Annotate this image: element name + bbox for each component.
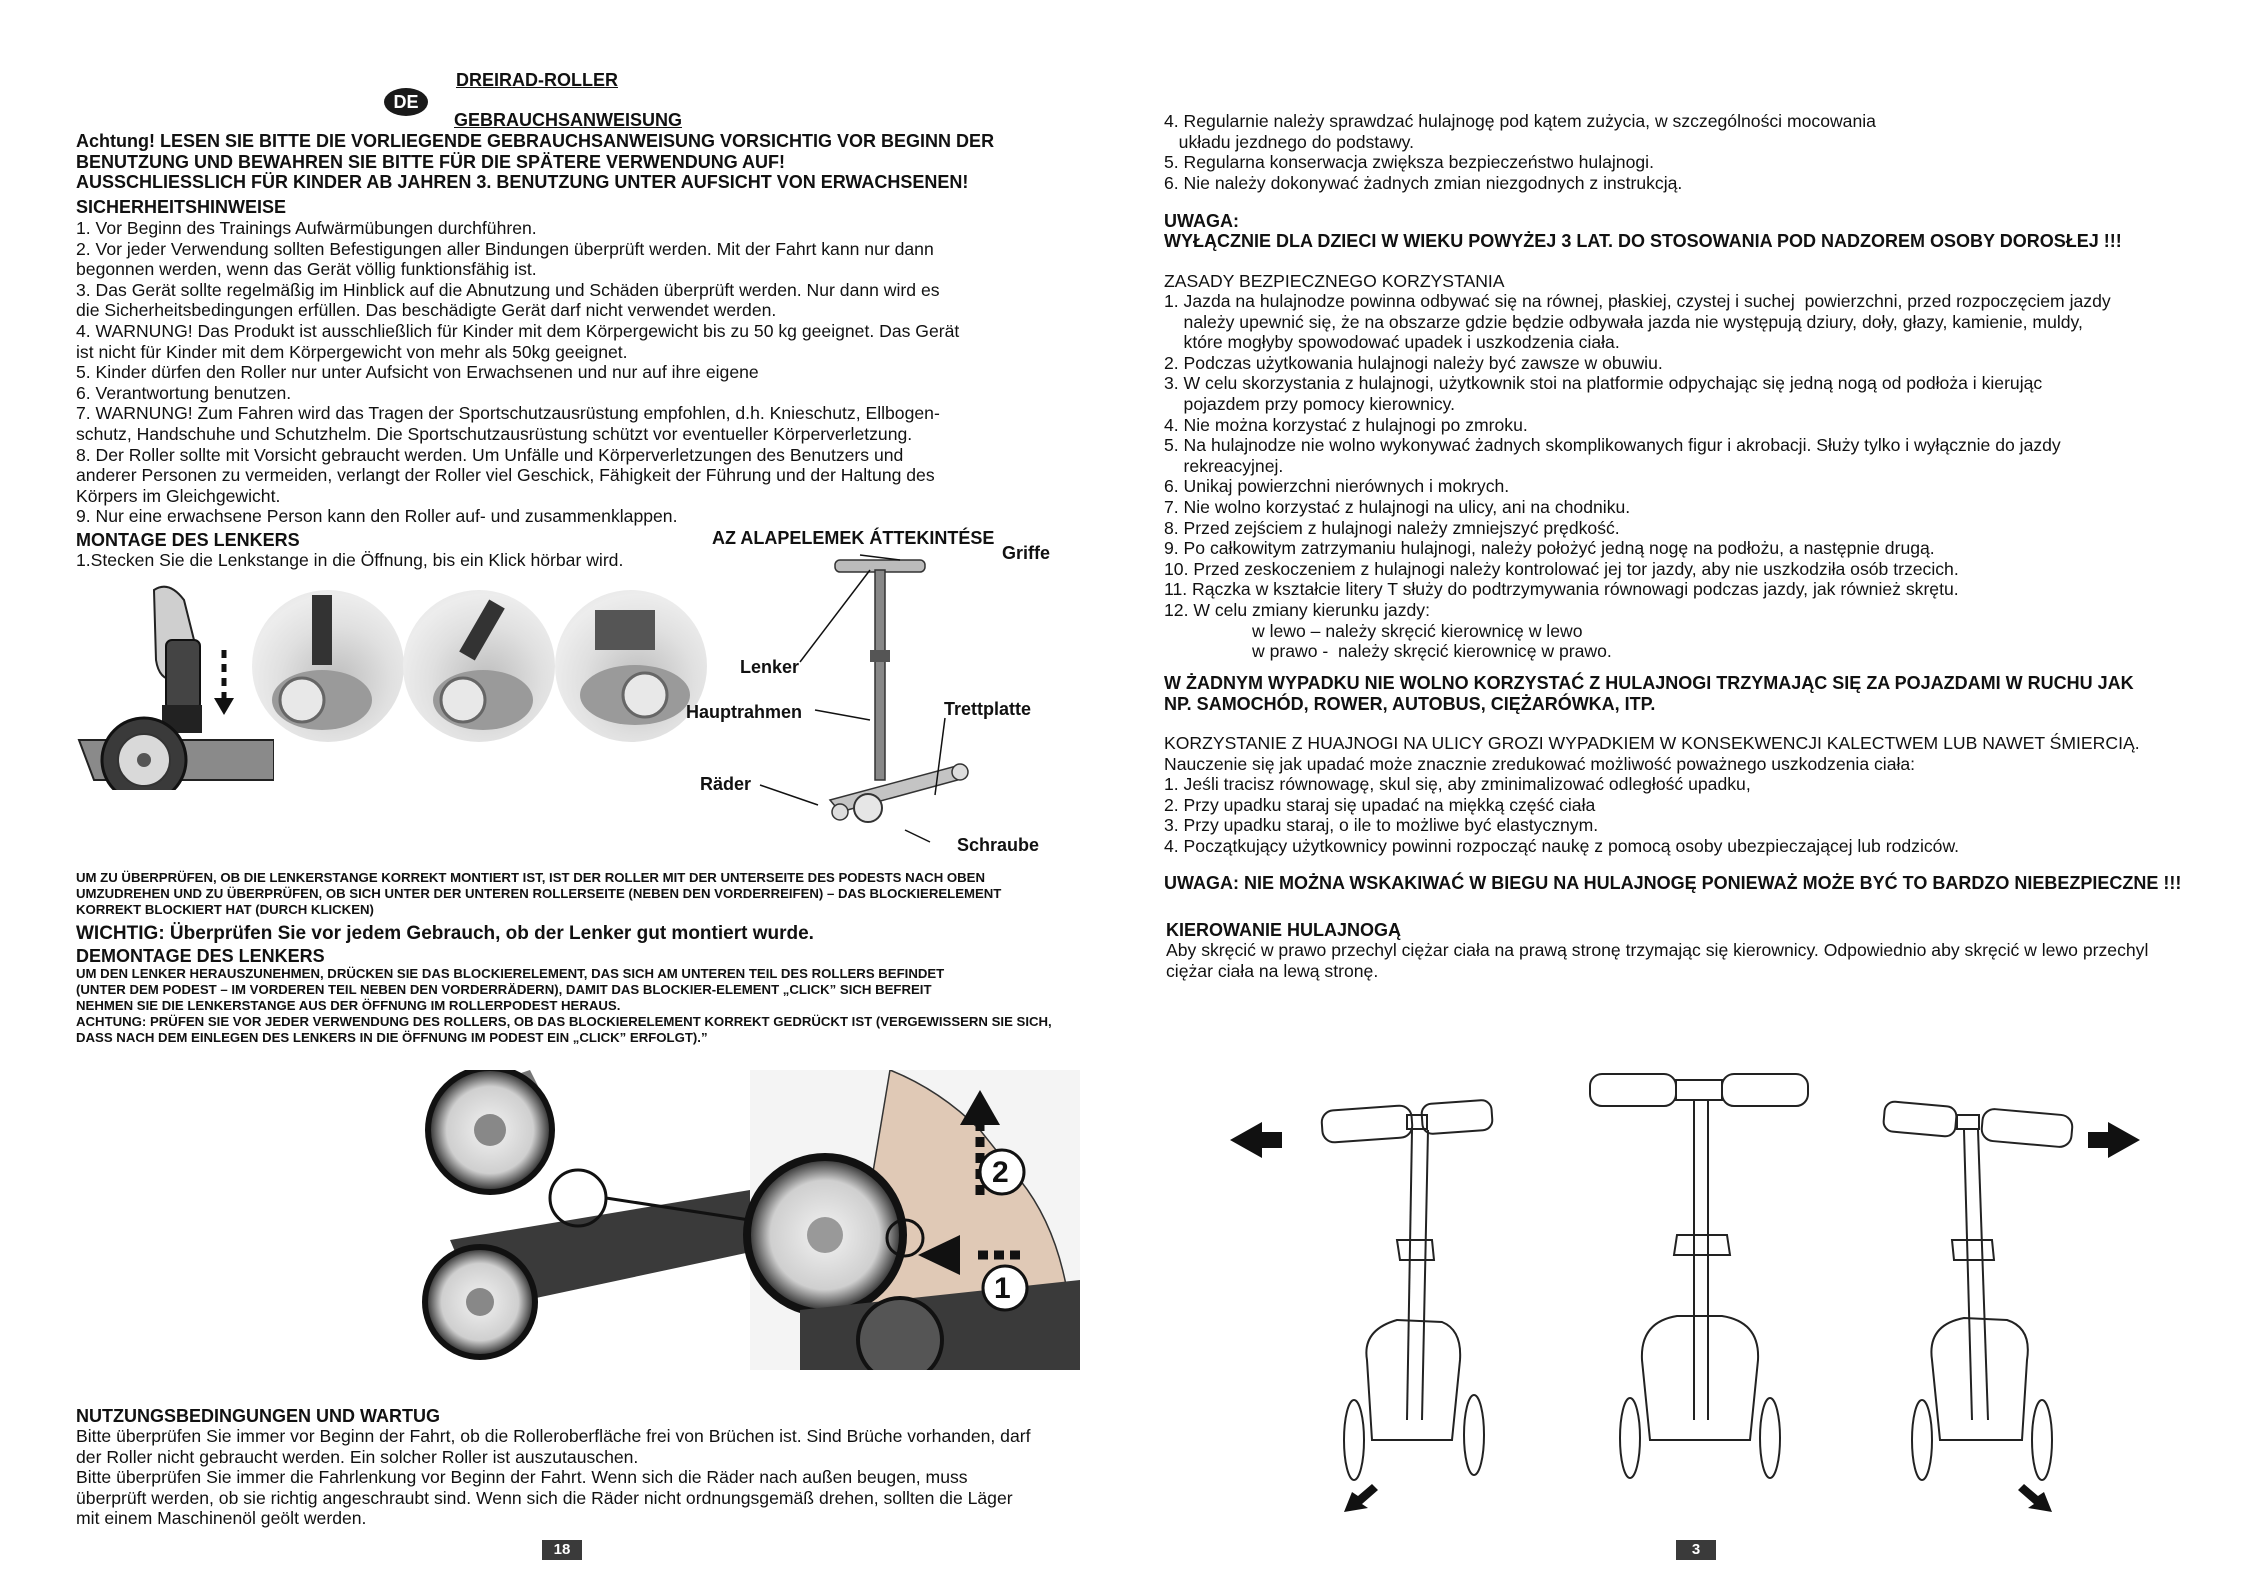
safety-line: die Sicherheitsbedingungen erfüllen. Das beschädigte Gerät darf nicht verwendet werden.: [76, 300, 777, 321]
korzystanie-line: KORZYSTANIE Z HUAJNOGI NA ULICY GROZI WYPADKIEM W KONSEKWENCJI KALECTWEM LUB NAWET ŚMIERCIĄ.: [1164, 733, 2140, 753]
kierowanie-line: ciężar ciała na lewą stronę.: [1166, 960, 1379, 981]
uwaga-text: WYŁĄCZNIE DLA DZIECI W WIEKU POWYŻEJ 3 LAT. DO STOSOWANIA POD NADZOREM OSOBY DOROSŁEJ !!!: [1164, 231, 2122, 251]
check-line: KORREKT BLOCKIERT HAT (DURCH KLICKEN): [76, 901, 374, 917]
disassembly-photo: [420, 1070, 1080, 1370]
warning-line: BENUTZUNG UND BEWAHREN SIE BITTE FÜR DIE SPÄTERE VERWENDUNG AUF!: [76, 151, 786, 172]
korzystanie-line: Nauczenie się jak upadać może znacznie zredukować możliwość poważnego uszkodzenia ciała:: [1164, 753, 1916, 774]
uwaga2-warning: UWAGA: NIE MOŻNA WSKAKIWAĆ W BIEGU NA HULAJNOGĘ PONIEWAŻ MOŻE BYĆ TO BARDZO NIEBEZPIECZNE !!!: [1164, 873, 2182, 893]
scooter-straight: [1590, 1074, 1808, 1478]
title-gebrauchsanweisung: GEBRAUCHSANWEISUNG: [454, 110, 683, 130]
zasady-line: 5. Na hulajnodze nie wolno wykonywać żadnych skomplikowanych figur i akrobacji. Służy tylko i wyłącznie do jazdy: [1164, 435, 2061, 456]
assembly-step-photo-2: [403, 590, 555, 742]
montage-title: MONTAGE DES LENKERS: [76, 530, 300, 550]
safety-line: 7. WARNUNG! Zum Fahren wird das Tragen der Sportschutzausrüstung empfohlen, d.h. Knieschutz, Ellbogen-: [76, 403, 940, 424]
demontage-line: DASS NACH DEM EINLEGEN DES LENKERS IN DIE ÖFFNUNG IM PODEST EIN „CLICK” ERFOLGT).”: [76, 1029, 708, 1045]
zasady-line: 6. Unikaj powierzchni nierównych i mokrych.: [1164, 476, 1510, 497]
zasady-line: 4. Nie można korzystać z hulajnogi po zmroku.: [1164, 414, 1528, 435]
zasady-line: należy upewnić się, że na obszarze gdzie będzie odbywała jazda nie występują dziury, doły, głazy, kamienie, muldy,: [1164, 311, 2083, 332]
nutzung-title: NUTZUNGSBEDINGUNGEN UND WARTUG: [76, 1406, 440, 1426]
page-number-left: 18: [542, 1540, 582, 1560]
safety-line: 8. Der Roller sollte mit Vorsicht gebraucht werden. Um Unfälle und Körperverletzungen des Benutzers und: [76, 444, 904, 465]
right-page: [1122, 0, 2245, 1587]
maintenance-list: [1164, 111, 1876, 193]
maintenance-line: 4. Regularnie należy sprawdzać hulajnogę pod kątem zużycia, w szczególności mocowania: [1164, 111, 1876, 131]
korzystanie-list: [1164, 733, 2140, 857]
nutzung-text: [76, 1426, 1030, 1529]
safety-line: 9. Nur eine erwachsene Person kann den Roller auf- und zusammenklappen.: [76, 506, 678, 527]
demontage-line: NEHMEN SIE DIE LENKERSTANGE AUS DER ÖFFNUNG IM ROLLERPODEST HERAUS.: [76, 997, 621, 1013]
safety-line: begonnen werden, wenn das Gerät völlig funktionsfähig ist.: [76, 259, 537, 280]
zasady-line: 3. W celu skorzystania z hulajnogi, użytkownik stoi na platformie odpychając się jedną nogą od podłoża i kierując: [1164, 373, 2043, 394]
zasady-line: rekreacyjnej.: [1164, 455, 1284, 476]
language-badge-label: DE: [393, 92, 419, 112]
safety-line: anderer Personen zu vermeiden, verlangt der Roller viel Geschick, Fähigkeit der Führung und der Haltung des: [76, 465, 935, 486]
montage-text: 1.Stecken Sie die Lenkstange in die Öffnung, bis ein Klick hörbar wird.: [76, 550, 624, 570]
parts-title: AZ ALAPELEMEK ÁTTEKINTÉSE: [712, 528, 995, 548]
part-label-raeder: Räder: [700, 774, 752, 794]
zadnym-warning: [1164, 673, 2134, 714]
zasady-line: które mogłyby spowodować upadek i uszkodzenia ciała.: [1164, 332, 1620, 353]
safety-title: SICHERHEITSHINWEISE: [76, 197, 287, 217]
zasady-title: ZASADY BEZPIECZNEGO KORZYSTANIA: [1164, 271, 1505, 291]
scooter-turn-left: [1321, 1100, 1493, 1480]
zasady-line: w prawo - należy skręcić kierownicę w prawo.: [1164, 641, 1612, 662]
part-label-schraube: Schraube: [957, 835, 1040, 855]
zasady-line: 7. Nie wolno korzystać z hulajnogi na ulicy, ani na chodniku.: [1164, 496, 1631, 517]
nutzung-line: Bitte überprüfen Sie immer die Fahrlenkung vor Beginn der Fahrt. Wenn sich die Räder nach außen beugen, muss: [76, 1467, 968, 1488]
page-number-right: 3: [1676, 1540, 1716, 1560]
part-label-griffe: Griffe: [1002, 543, 1051, 563]
left-page: [0, 0, 1122, 1587]
safety-line: Körpers im Gleichgewicht.: [76, 485, 281, 506]
nutzung-line: überprüft werden, ob sie richtig angeschraubt sind. Wenn sich die Räder nicht ordnungsgemäß drehen, sollten die Läger: [76, 1487, 1013, 1508]
safety-line: 4. WARNUNG! Das Produkt ist ausschließlich für Kinder mit dem Körpergewicht bis zu 50 kg geeignet. Das Gerät: [76, 320, 960, 341]
safety-line: ist nicht für Kinder mit dem Körpergewicht von mehr als 50kg geeignet.: [76, 341, 628, 362]
part-label-hauptrahmen: Hauptrahmen: [686, 702, 803, 722]
kierowanie-text: [1166, 940, 2148, 981]
part-label-trettplatte: Trettplatte: [944, 699, 1032, 719]
korzystanie-line: 2. Przy upadku staraj się upadać na miękką część ciała: [1164, 794, 1596, 815]
korzystanie-line: 3. Przy upadku staraj, o ile to możliwe być elastycznym.: [1164, 815, 1599, 836]
warning-block: [76, 131, 994, 193]
zadnym-line: W ŻADNYM WYPADKU NIE WOLNO KORZYSTAĆ Z HULAJNOGI TRZYMAJĄC SIĘ ZA POJAZDAMI W RUCHU JAK: [1164, 673, 2134, 693]
wichtig-note: WICHTIG: Überprüfen Sie vor jedem Gebrauch, ob der Lenker gut montiert wurde.: [76, 923, 814, 944]
safety-list: [76, 218, 959, 527]
safety-line: 3. Das Gerät sollte regelmäßig im Hinblick auf die Abnutzung und Schäden überprüft werden. Nur dann wird es: [76, 279, 940, 300]
safety-line: 5. Kinder dürfen den Roller nur unter Aufsicht von Erwachsenen und nur auf ihre eigene: [76, 362, 759, 383]
demontage-line: UM DEN LENKER HERAUSZUNEHMEN, DRÜCKEN SIE DAS BLOCKIERELEMENT, DAS SICH AM UNTEREN TEIL DES ROLLERS BEFINDET: [76, 966, 945, 981]
maintenance-line: układu jezdnego do podstawy.: [1164, 131, 1415, 152]
arrow-left-icon: [1230, 1122, 1282, 1158]
nutzung-line: Bitte überprüfen Sie immer vor Beginn der Fahrt, ob die Rolleroberfläche frei von Brüchen ist. Sind Brüche vorhanden, darf: [76, 1426, 1031, 1446]
arrow-right-icon: [2088, 1122, 2140, 1158]
korzystanie-line: 1. Jeśli tracisz równowagę, skul się, aby zminimalizować odległość upadku,: [1164, 774, 1751, 795]
nutzung-line: der Roller nicht gebraucht werden. Ein solcher Roller ist auszutauschen.: [76, 1446, 639, 1467]
zasady-line: 12. W celu zmiany kierunku jazdy:: [1164, 599, 1430, 620]
maintenance-line: 5. Regularna konserwacja zwiększa bezpieczeństwo hulajnogi.: [1164, 152, 1654, 173]
safety-line: 6. Verantwortung benutzen.: [76, 382, 292, 403]
zasady-line: pojazdem przy pomocy kierownicy.: [1164, 393, 1456, 414]
zasady-list: [1164, 291, 2111, 662]
title-dreirad: DREIRAD-ROLLER: [456, 70, 618, 90]
language-badge: [384, 88, 428, 116]
demontage-title: DEMONTAGE DES LENKERS: [76, 946, 325, 966]
safety-line: schutz, Handschuhe und Schutzhelm. Die Sportschutzausrüstung schützt vor eventueller Körperverletzung.: [76, 423, 913, 444]
check-line: UM ZU ÜBERPRÜFEN, OB DIE LENKERSTANGE KORREKT MONTIERT IST, IST DER ROLLER MIT DER UNTERSEITE DES PODESTS NACH OBEN: [76, 870, 986, 885]
scooter-turn-right: [1883, 1101, 2073, 1480]
check-instructions: [76, 870, 1001, 918]
zasady-line: 11. Rączka w kształcie litery T służy do podtrzymywania równowagi podczas jazdy, jak również skrętu.: [1164, 579, 1959, 600]
zadnym-line: NP. SAMOCHÓD, ROWER, AUTOBUS, CIĘŻARÓWKA, ITP.: [1164, 693, 1656, 714]
demontage-line: (UNTER DEM PODEST – IM VORDEREN TEIL NEBEN DEN VORDERRÄDERN), DAMIT DAS BLOCKIER-ELEMENT „CLICK” SICH BEFREIT: [76, 981, 932, 997]
check-line: UMZUDREHEN UND ZU ÜBERPRÜFEN, OB SICH UNTER DER UNTEREN ROLLERSEITE (NEBEN DEN VORDERREIFEN) – DAS BLOCKIERELEMENT: [76, 885, 1002, 901]
zasady-line: 2. Podczas użytkowania hulajnogi należy być zawsze w obuwiu.: [1164, 352, 1663, 373]
arrow-down-right-icon: [2018, 1484, 2052, 1512]
warning-line: Achtung! LESEN SIE BITTE DIE VORLIEGENDE GEBRAUCHSANWEISUNG VORSICHTIG VOR BEGINN DER: [76, 131, 995, 151]
demontage-line: ACHTUNG: PRÜFEN SIE VOR JEDER VERWENDUNG DES ROLLERS, OB DAS BLOCKIERELEMENT KORREKT GEDRÜCKT IST (VERGEWISSERN SIE SICH,: [76, 1013, 1052, 1029]
assembly-hand-illustration: [74, 580, 274, 790]
step-number-1: 1: [994, 1272, 1011, 1305]
zasady-line: 1. Jazda na hulajnodze powinna odbywać się na równej, płaskiej, czystej i suchej powierzchni, przed rozpoczęciem jazdy: [1164, 291, 2111, 311]
arrow-down-left-icon: [1344, 1484, 1378, 1512]
demontage-instructions: [76, 966, 1052, 1046]
safety-line: 1. Vor Beginn des Trainings Aufwärmübungen durchführen.: [76, 218, 537, 238]
zasady-line: w lewo – należy skręcić kierownicę w lewo: [1164, 620, 1583, 641]
nutzung-line: mit einem Maschinenöl geölt werden.: [76, 1508, 367, 1529]
safety-line: 2. Vor jeder Verwendung sollten Befestigungen aller Bindungen überprüft werden. Mit der Fahrt kann nur dann: [76, 238, 934, 259]
maintenance-line: 6. Nie należy dokonywać żadnych zmian niezgodnych z instrukcją.: [1164, 172, 1683, 193]
step-number-2: 2: [992, 1156, 1009, 1189]
korzystanie-line: 4. Początkujący użytkownicy powinni rozpocząć naukę z pomocą osoby ubezpieczającej lub rodziców.: [1164, 835, 1960, 856]
zasady-line: 9. Po całkowitym zatrzymaniu hulajnogi, należy położyć jedną nogę na podłożu, a następnie drugą.: [1164, 538, 1935, 559]
warning-line: AUSSCHLIESSLICH FÜR KINDER AB JAHREN 3. BENUTZUNG UNTER AUFSICHT VON ERWACHSENEN!: [76, 172, 969, 193]
zasady-line: 10. Przed zeskoczeniem z hulajnogi należy kontrolować jej tor jazdy, aby nie uszkodziła osób trzecich.: [1164, 558, 1959, 579]
assembly-step-photo-1: [252, 590, 404, 742]
part-label-lenker: Lenker: [740, 657, 800, 677]
kierowanie-title: KIEROWANIE HULAJNOGĄ: [1166, 920, 1402, 940]
zasady-line: 8. Przed zejściem z hulajnogi należy zmniejszyć prędkość.: [1164, 517, 1620, 538]
uwaga-title: UWAGA:: [1164, 211, 1239, 231]
steering-illustration: [1122, 1060, 2245, 1540]
assembly-step-photo-3: [555, 590, 707, 742]
kierowanie-line: Aby skręcić w prawo przechyl ciężar ciała na prawą stronę trzymając się kierownicy. Odpowiednio aby skręcić w lewo przechyl: [1166, 940, 2149, 960]
